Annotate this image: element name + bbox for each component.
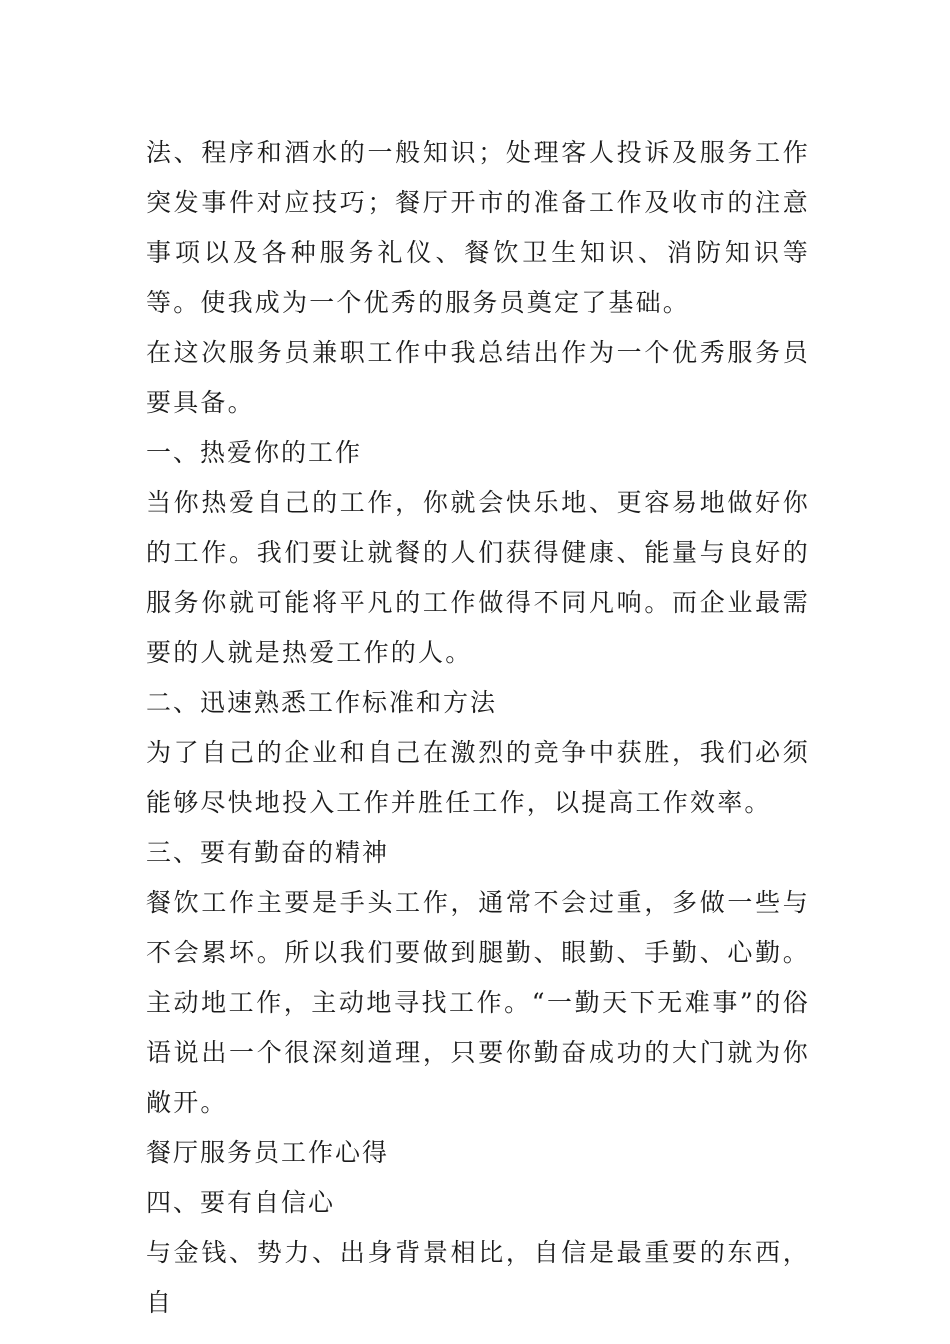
- paragraph-learn-standards: 为了自己的企业和自己在激烈的竞争中获胜，我们必须能够尽快地投入工作并胜任工作，以提高工作效率。: [146, 738, 810, 817]
- heading-confidence: 四、要有自信心: [146, 1188, 336, 1217]
- heading-diligence: 三、要有勤奋的精神: [146, 838, 390, 867]
- paragraph-confidence: 与金钱、势力、出身背景相比，自信是最重要的东西，自: [146, 1238, 810, 1317]
- paragraph-love-your-work: 当你热爱自己的工作，你就会快乐地、更容易地做好你的工作。我们要让就餐的人们获得健康、能量与良好的服务你就可能将平凡的工作做得不同凡响。而企业最需要的人就是热爱工作的人。: [146, 488, 810, 667]
- paragraph-service-knowledge: 法、程序和酒水的一般知识；处理客人投诉及服务工作突发事件对应技巧；餐厅开市的准备工作及收市的注意事项以及各种服务礼仪、餐饮卫生知识、消防知识等等。使我成为一个优秀的服务员奠定了基础。: [146, 138, 810, 317]
- heading-love-your-work: 一、热爱你的工作: [146, 438, 363, 467]
- paragraph-summary-intro: 在这次服务员兼职工作中我总结出作为一个优秀服务员要具备。: [146, 338, 810, 417]
- paragraph-diligence: 餐饮工作主要是手头工作，通常不会过重，多做一些与不会累坏。所以我们要做到腿勤、眼勤、手勤、心勤。主动地工作，主动地寻找工作。“一勤天下无难事”的俗语说出一个很深刻道理，只要你勤奋成功的大门就为你敞开。: [146, 888, 810, 1117]
- document-body: [146, 128, 810, 1328]
- heading-learn-standards: 二、迅速熟悉工作标准和方法: [146, 688, 498, 717]
- heading-experience-title: 餐厅服务员工作心得: [146, 1138, 390, 1167]
